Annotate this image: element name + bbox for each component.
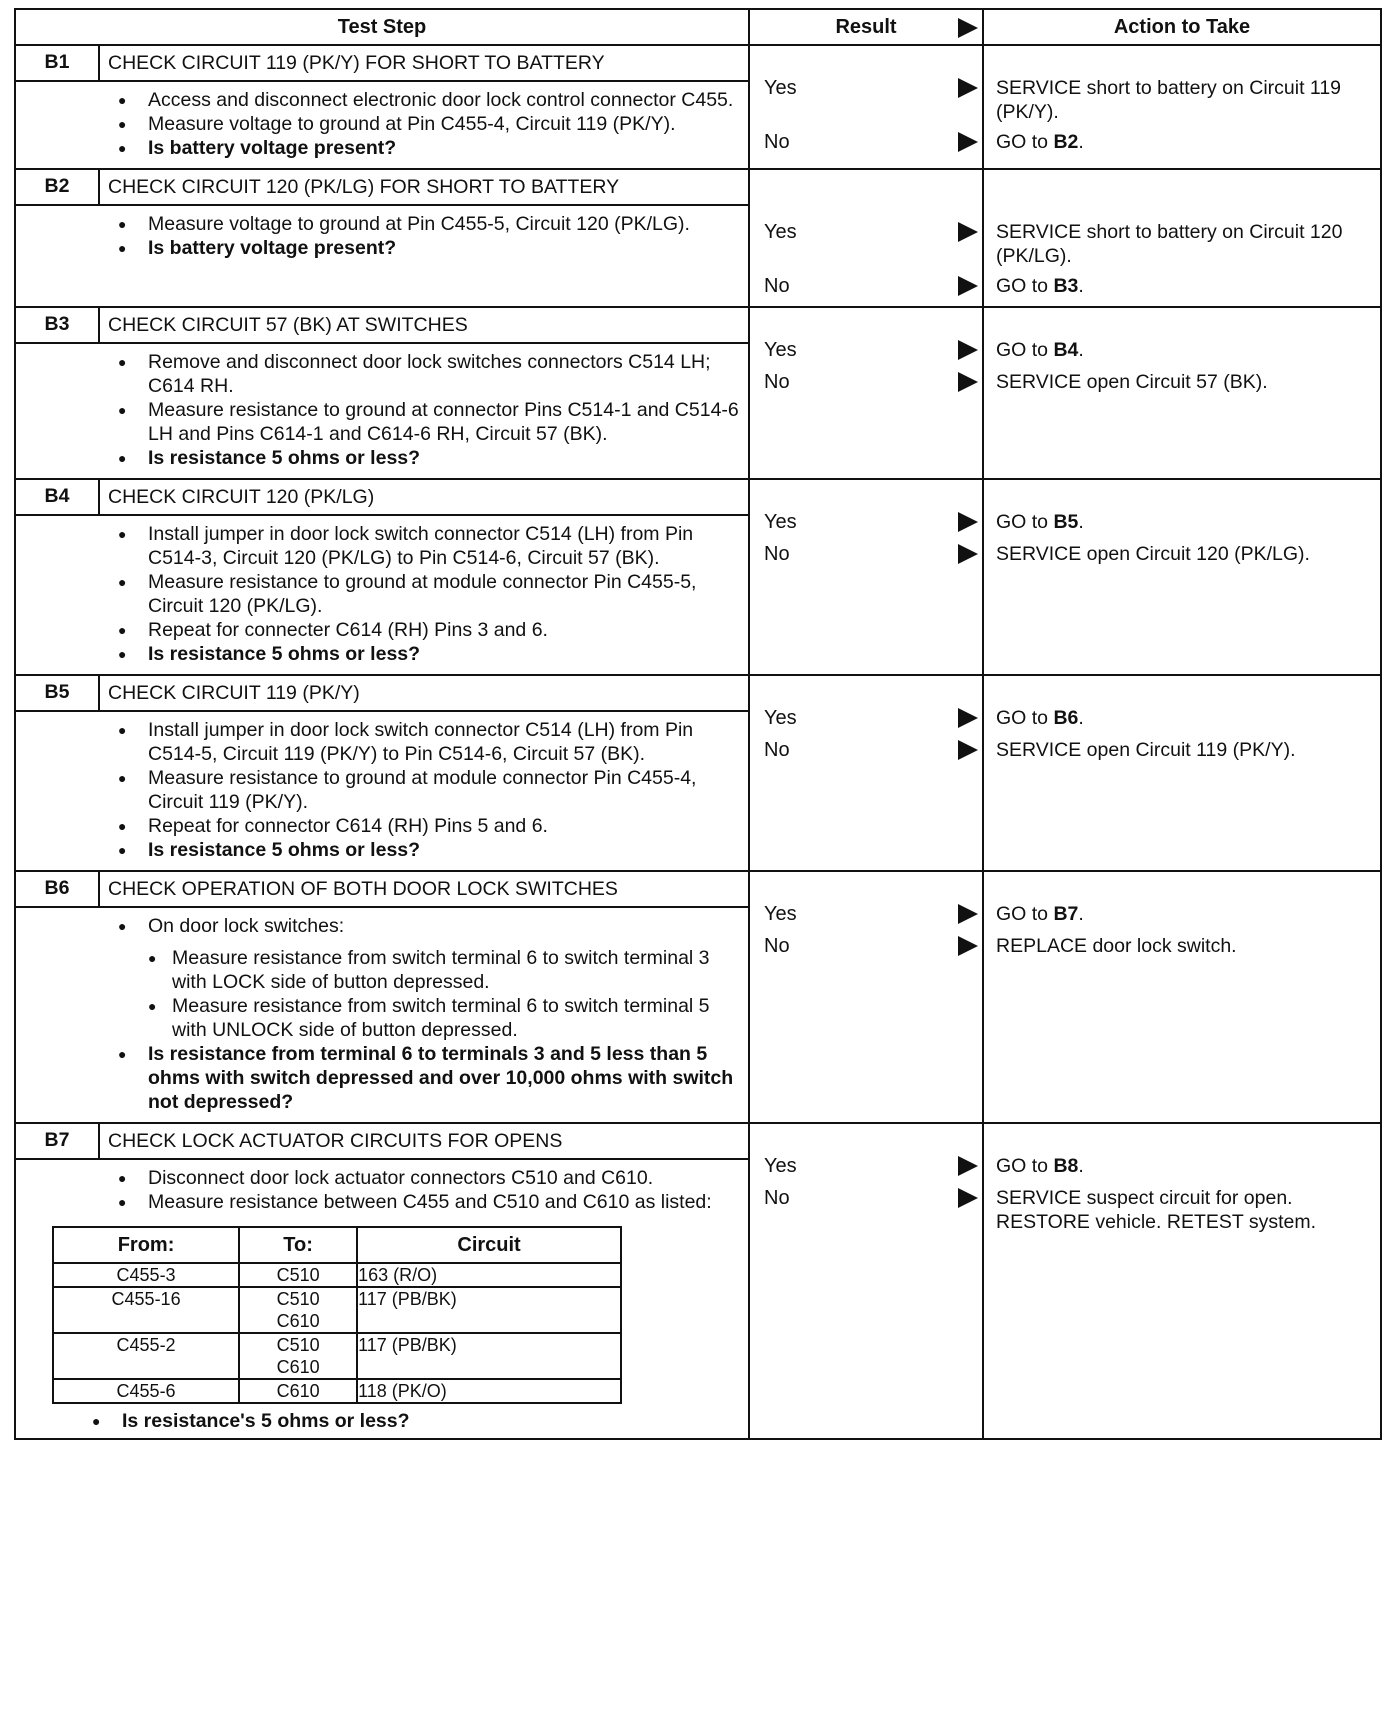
result-no bbox=[750, 274, 982, 306]
arrow-icon bbox=[958, 222, 978, 242]
action-text: SERVICE suspect circuit for open. RESTORE vehicle. RETEST system. bbox=[996, 1187, 1317, 1233]
action-cell bbox=[983, 45, 1381, 169]
from-cell: C455-3 bbox=[53, 1263, 239, 1287]
action-text: GO to bbox=[996, 511, 1054, 533]
step-header bbox=[16, 480, 748, 516]
bullet-item: ● Install jumper in door lock switch connector C514 (LH) from Pin C514-5, Circuit 119 (PK/Y) to Pin C514-6, Circuit 57 (BK). bbox=[116, 718, 748, 766]
arrow-icon bbox=[958, 708, 978, 728]
action-step-ref: B3 bbox=[1053, 275, 1079, 297]
result-label: Yes bbox=[764, 77, 797, 99]
action-no bbox=[984, 274, 1380, 298]
result-label: No bbox=[764, 1187, 790, 1209]
action-cell bbox=[983, 871, 1381, 1123]
step-row-b1 bbox=[15, 45, 1381, 169]
action-text: GO to bbox=[996, 275, 1054, 297]
test-step-cell bbox=[15, 45, 749, 169]
action-text: SERVICE open Circuit 57 (BK). bbox=[996, 371, 1268, 393]
step-id: B5 bbox=[16, 676, 100, 710]
result-no bbox=[750, 130, 982, 162]
step-row-b5 bbox=[15, 675, 1381, 871]
action-text: GO to bbox=[996, 339, 1054, 361]
to-cell: C510 bbox=[239, 1263, 357, 1287]
arrow-icon bbox=[958, 512, 978, 532]
action-cell bbox=[983, 675, 1381, 871]
bullet-item: ● Access and disconnect electronic door lock control connector C455. bbox=[116, 88, 748, 112]
result-label: No bbox=[764, 739, 790, 761]
step-title: CHECK CIRCUIT 120 (PK/LG) FOR SHORT TO BATTERY bbox=[108, 176, 620, 198]
result-no bbox=[750, 1186, 982, 1218]
step-question: ● Is resistance's 5 ohms or less? bbox=[90, 1408, 748, 1434]
result-label: Yes bbox=[764, 511, 797, 533]
result-label: Yes bbox=[764, 221, 797, 243]
action-step-ref: B2 bbox=[1053, 131, 1079, 153]
arrow-icon bbox=[958, 132, 978, 152]
action-period: . bbox=[1078, 339, 1084, 361]
step-question: ● Is resistance 5 ohms or less? bbox=[116, 446, 748, 470]
bullet-item: ● Measure resistance between C455 and C510 and C610 as listed: bbox=[116, 1190, 748, 1214]
action-text: GO to bbox=[996, 131, 1054, 153]
action-text: SERVICE open Circuit 120 (PK/LG). bbox=[996, 543, 1310, 565]
to-cell: C610 bbox=[239, 1379, 357, 1403]
action-no bbox=[984, 934, 1380, 958]
result-no bbox=[750, 542, 982, 574]
action-text: GO to bbox=[996, 707, 1054, 729]
result-cell bbox=[749, 169, 983, 307]
from-cell: C455-2 bbox=[53, 1333, 239, 1379]
test-step-cell bbox=[15, 675, 749, 871]
arrow-icon bbox=[958, 740, 978, 760]
circuit-table-row bbox=[53, 1333, 621, 1379]
step-bullets bbox=[16, 350, 748, 470]
action-cell bbox=[983, 307, 1381, 479]
result-label: Yes bbox=[764, 1155, 797, 1177]
step-bullets bbox=[16, 718, 748, 862]
bullet-item: ● Measure voltage to ground at Pin C455-5, Circuit 120 (PK/LG). bbox=[116, 212, 748, 236]
action-period: . bbox=[1078, 275, 1084, 297]
bullet-item: ● Install jumper in door lock switch connector C514 (LH) from Pin C514-3, Circuit 120 (PK/LG) to Pin C514-6, Circuit 57 (BK). bbox=[116, 522, 748, 570]
result-label: No bbox=[764, 275, 790, 297]
header-result bbox=[749, 9, 983, 45]
step-bullets bbox=[16, 88, 748, 160]
action-no bbox=[984, 1186, 1380, 1234]
step-header bbox=[16, 872, 748, 908]
step-question: ● Is resistance 5 ohms or less? bbox=[116, 642, 748, 666]
step-row-b4 bbox=[15, 479, 1381, 675]
test-step-cell bbox=[15, 307, 749, 479]
action-text: SERVICE open Circuit 119 (PK/Y). bbox=[996, 739, 1296, 761]
diagnostic-page bbox=[14, 8, 1380, 1440]
action-no bbox=[984, 542, 1380, 566]
bullet-item: ● Disconnect door lock actuator connectors C510 and C610. bbox=[116, 1166, 748, 1190]
arrow-icon bbox=[958, 372, 978, 392]
result-cell bbox=[749, 45, 983, 169]
step-title: CHECK CIRCUIT 120 (PK/LG) bbox=[108, 486, 375, 508]
result-cell bbox=[749, 307, 983, 479]
step-title: CHECK OPERATION OF BOTH DOOR LOCK SWITCHES bbox=[108, 878, 618, 900]
action-step-ref: B8 bbox=[1053, 1155, 1079, 1177]
bullet-item: ● Measure resistance to ground at connector Pins C514-1 and C514-6 LH and Pins C614-1 and C614-6 RH, Circuit 57 (BK). bbox=[116, 398, 748, 446]
step-title: CHECK CIRCUIT 57 (BK) AT SWITCHES bbox=[108, 314, 468, 336]
circuit-cell: 163 (R/O) bbox=[357, 1263, 621, 1287]
circuit-table-row bbox=[53, 1287, 621, 1333]
header-row bbox=[15, 9, 1381, 45]
step-question: ● Is battery voltage present? bbox=[116, 136, 748, 160]
action-no bbox=[984, 370, 1380, 394]
bullet-item: ● Repeat for connector C614 (RH) Pins 5 and 6. bbox=[116, 814, 748, 838]
result-cell bbox=[749, 675, 983, 871]
bullet-lead: On door lock switches: bbox=[148, 915, 345, 937]
action-period: . bbox=[1078, 511, 1084, 533]
step-row-b3 bbox=[15, 307, 1381, 479]
arrow-icon bbox=[958, 78, 978, 98]
step-id: B2 bbox=[16, 170, 100, 204]
result-yes bbox=[750, 220, 982, 252]
circuit-table-heading: From: bbox=[53, 1227, 239, 1263]
result-label: No bbox=[764, 131, 790, 153]
result-label: No bbox=[764, 371, 790, 393]
step-question: ● Is resistance from terminal 6 to terminals 3 and 5 less than 5 ohms with switch depressed and over 10,000 ohms with switch not depressed? bbox=[116, 1042, 748, 1114]
result-yes bbox=[750, 1154, 982, 1186]
action-text: SERVICE short to battery on Circuit 120 (PK/LG). bbox=[996, 221, 1343, 267]
arrow-icon bbox=[958, 904, 978, 924]
action-period: . bbox=[1078, 1155, 1084, 1177]
result-yes bbox=[750, 902, 982, 934]
action-period: . bbox=[1078, 903, 1084, 925]
step-row-b7 bbox=[15, 1123, 1381, 1439]
action-step-ref: B5 bbox=[1053, 511, 1079, 533]
circuit-cell: 118 (PK/O) bbox=[357, 1379, 621, 1403]
circuit-table-heading: To: bbox=[239, 1227, 357, 1263]
step-title: CHECK LOCK ACTUATOR CIRCUITS FOR OPENS bbox=[108, 1130, 563, 1152]
arrow-icon bbox=[958, 1188, 978, 1208]
step-id: B1 bbox=[16, 46, 100, 80]
from-cell: C455-6 bbox=[53, 1379, 239, 1403]
to-cell: C510 C610 bbox=[239, 1287, 357, 1333]
circuit-table-row bbox=[53, 1263, 621, 1287]
result-cell bbox=[749, 1123, 983, 1439]
bullet-item: ● Repeat for connecter C614 (RH) Pins 3 and 6. bbox=[116, 618, 748, 642]
step-header bbox=[16, 308, 748, 344]
test-step-cell bbox=[15, 479, 749, 675]
result-label: No bbox=[764, 543, 790, 565]
action-step-ref: B4 bbox=[1053, 339, 1079, 361]
circuit-table-header bbox=[53, 1227, 621, 1263]
action-cell bbox=[983, 169, 1381, 307]
step-header bbox=[16, 170, 748, 206]
result-label: Yes bbox=[764, 903, 797, 925]
sub-bullets bbox=[148, 946, 748, 1042]
step-question: ● Is battery voltage present? bbox=[116, 236, 748, 260]
action-yes bbox=[984, 706, 1380, 738]
step-id: B6 bbox=[16, 872, 100, 906]
result-yes bbox=[750, 706, 982, 738]
bullet-item bbox=[116, 914, 748, 1042]
action-text: GO to bbox=[996, 1155, 1054, 1177]
result-yes bbox=[750, 338, 982, 370]
action-yes bbox=[984, 76, 1380, 124]
circuit-table-row bbox=[53, 1379, 621, 1403]
action-yes bbox=[984, 1154, 1380, 1186]
steps-body bbox=[15, 45, 1381, 1439]
header-action: Action to Take bbox=[983, 9, 1381, 45]
arrow-icon bbox=[958, 340, 978, 360]
action-yes bbox=[984, 220, 1380, 268]
arrow-icon bbox=[958, 936, 978, 956]
result-cell bbox=[749, 479, 983, 675]
step-header bbox=[16, 1124, 748, 1160]
bullet-item: ● Remove and disconnect door lock switches connectors C514 LH; C614 RH. bbox=[116, 350, 748, 398]
arrow-icon bbox=[958, 18, 978, 38]
result-yes bbox=[750, 76, 982, 108]
action-step-ref: B6 bbox=[1053, 707, 1079, 729]
action-no bbox=[984, 130, 1380, 154]
arrow-icon bbox=[958, 276, 978, 296]
arrow-icon bbox=[958, 544, 978, 564]
action-text: GO to bbox=[996, 903, 1054, 925]
diagnostic-table bbox=[14, 8, 1382, 1440]
action-cell bbox=[983, 1123, 1381, 1439]
result-cell bbox=[749, 871, 983, 1123]
bullet-item: ● Measure resistance to ground at module connector Pin C455-4, Circuit 119 (PK/Y). bbox=[116, 766, 748, 814]
header-test-step: Test Step bbox=[15, 9, 749, 45]
result-no bbox=[750, 738, 982, 770]
header-result-label: Result bbox=[835, 15, 897, 38]
step-title: CHECK CIRCUIT 119 (PK/Y) bbox=[108, 682, 360, 704]
test-step-cell bbox=[15, 871, 749, 1123]
circuit-cell: 117 (PB/BK) bbox=[357, 1333, 621, 1379]
action-yes bbox=[984, 510, 1380, 542]
action-period: . bbox=[1078, 707, 1084, 729]
step-title: CHECK CIRCUIT 119 (PK/Y) FOR SHORT TO BATTERY bbox=[108, 52, 605, 74]
action-no bbox=[984, 738, 1380, 762]
step-header bbox=[16, 676, 748, 712]
result-no bbox=[750, 370, 982, 402]
bullet-item: ● Measure voltage to ground at Pin C455-4, Circuit 119 (PK/Y). bbox=[116, 112, 748, 136]
result-label: No bbox=[764, 935, 790, 957]
to-cell: C510 C610 bbox=[239, 1333, 357, 1379]
step-bullets bbox=[16, 1166, 748, 1214]
result-no bbox=[750, 934, 982, 966]
result-label: Yes bbox=[764, 707, 797, 729]
action-cell bbox=[983, 479, 1381, 675]
result-label: Yes bbox=[764, 339, 797, 361]
step-id: B3 bbox=[16, 308, 100, 342]
step-header bbox=[16, 46, 748, 82]
circuit-cell: 117 (PB/BK) bbox=[357, 1287, 621, 1333]
test-step-cell bbox=[15, 169, 749, 307]
test-step-cell bbox=[15, 1123, 749, 1439]
step-bullets bbox=[16, 522, 748, 666]
sub-bullet-item: ● Measure resistance from switch terminal 6 to switch terminal 3 with LOCK side of button depressed. bbox=[148, 946, 748, 994]
action-yes bbox=[984, 902, 1380, 934]
step-bullets bbox=[16, 212, 748, 260]
step-row-b6 bbox=[15, 871, 1381, 1123]
step-id: B4 bbox=[16, 480, 100, 514]
circuit-table-heading: Circuit bbox=[357, 1227, 621, 1263]
action-yes bbox=[984, 338, 1380, 370]
step-row-b2 bbox=[15, 169, 1381, 307]
action-step-ref: B7 bbox=[1053, 903, 1079, 925]
step-question-list bbox=[16, 1408, 748, 1434]
sub-bullet-item: ● Measure resistance from switch terminal 6 to switch terminal 5 with UNLOCK side of button depressed. bbox=[148, 994, 748, 1042]
result-yes bbox=[750, 510, 982, 542]
bullet-item: ● Measure resistance to ground at module connector Pin C455-5, Circuit 120 (PK/LG). bbox=[116, 570, 748, 618]
arrow-icon bbox=[958, 1156, 978, 1176]
action-period: . bbox=[1078, 131, 1084, 153]
circuit-table bbox=[52, 1226, 622, 1404]
from-cell: C455-16 bbox=[53, 1287, 239, 1333]
action-text: SERVICE short to battery on Circuit 119 (PK/Y). bbox=[996, 77, 1342, 123]
step-bullets bbox=[16, 914, 748, 1114]
step-id: B7 bbox=[16, 1124, 100, 1158]
action-text: REPLACE door lock switch. bbox=[996, 935, 1237, 957]
step-question: ● Is resistance 5 ohms or less? bbox=[116, 838, 748, 862]
